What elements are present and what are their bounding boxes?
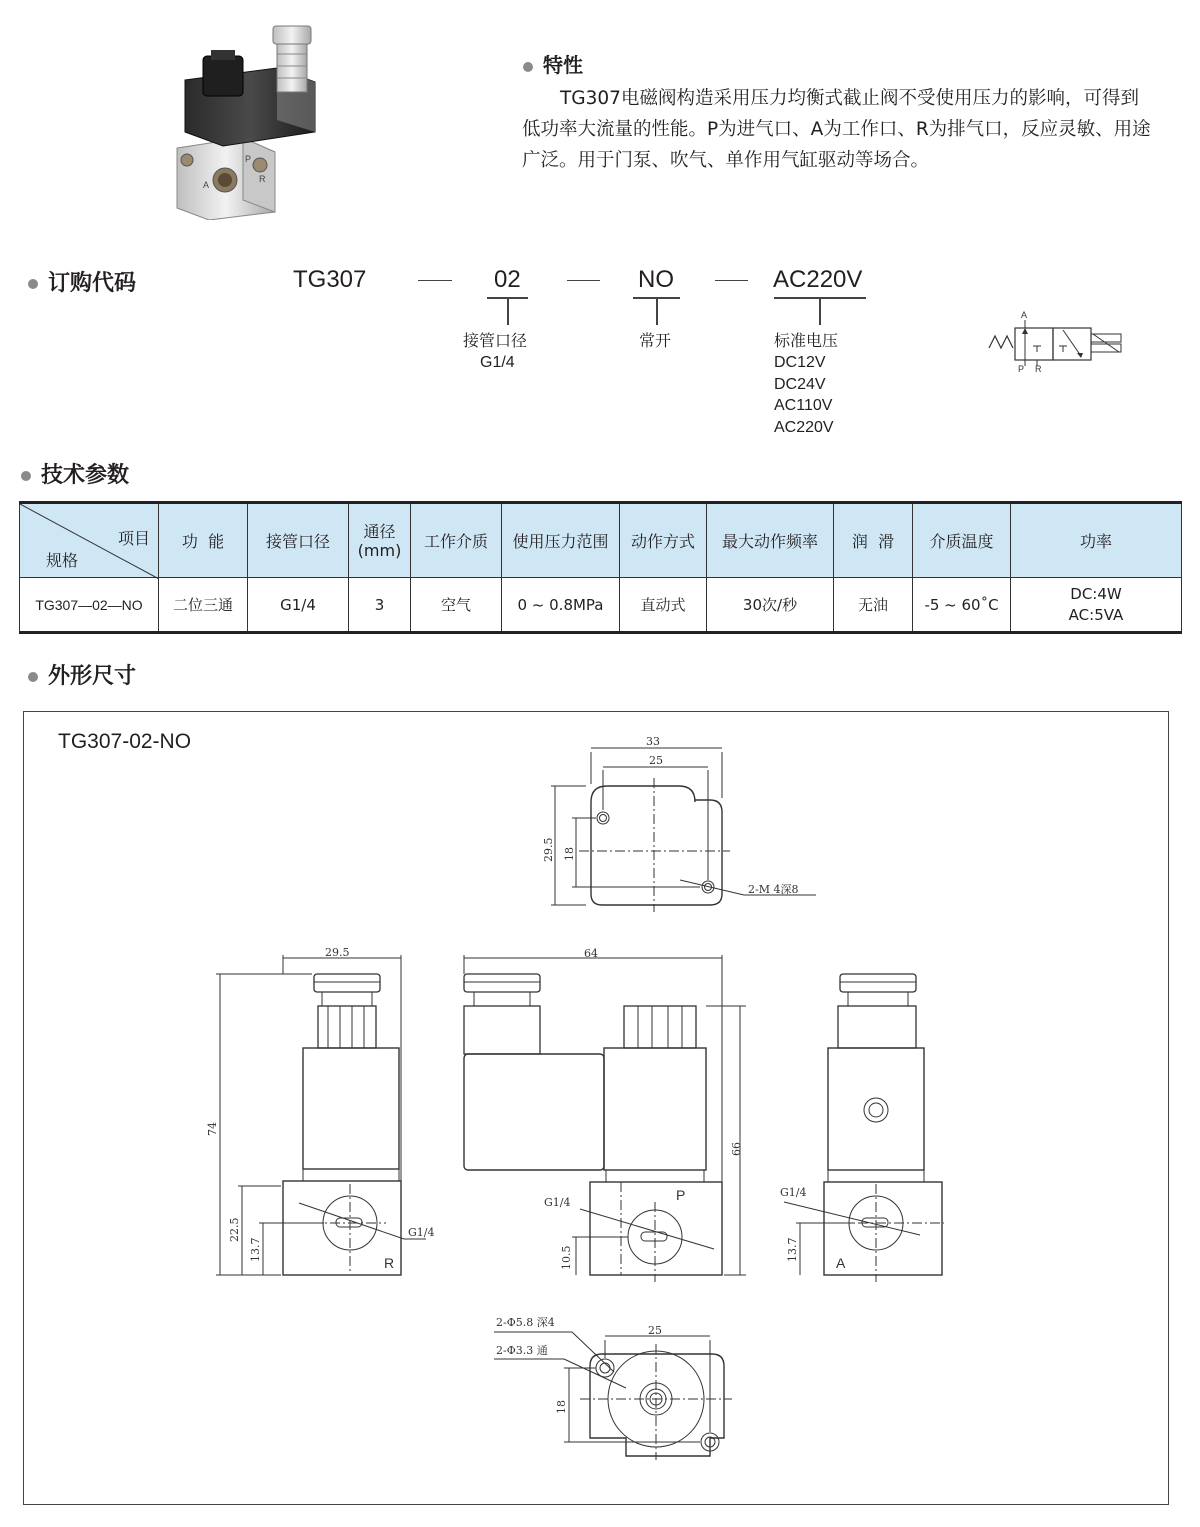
bullet-icon [523,62,533,72]
table-row [20,578,1182,633]
table-cell: 空气 [411,578,502,633]
dim-hole-5-8: 2-Φ5.8 深4 [496,1316,555,1329]
table-corner-cell [20,503,159,578]
order-port-note-label: 接管口径 [463,331,528,350]
dim-g14-front: G1/4 [544,1196,571,1209]
dim-18-top: 18 [563,847,576,861]
table-header: 接管口径 [248,503,349,578]
specs-title: 技术参数 [41,463,130,488]
table-header: 使用压力范围 [502,503,620,578]
port-label-p: P [676,1187,686,1203]
valve-symbol [985,306,1130,376]
photo-port-a: A [203,180,210,190]
dimensions-title: 外形尺寸 [48,664,137,689]
ordering-heading [28,266,136,297]
table-header: 功率 [1011,503,1182,578]
order-separator [715,280,748,281]
ordering-title: 订购代码 [48,271,137,296]
symbol-label-r: R [1035,364,1042,374]
corner-top-label: 项目 [117,529,150,548]
specs-heading [21,458,129,489]
dim-hole-3-3: 2-Φ3.3 通 [496,1344,548,1357]
order-separator [418,280,452,281]
right-side-view [784,974,944,1282]
table-header: 介质温度 [913,503,1011,578]
order-separator [567,280,600,281]
dim-29-5-side: 29.5 [325,946,350,959]
order-model: TG307 [293,266,367,293]
bullet-icon [28,279,38,289]
dim-13-7-left: 13.7 [249,1237,262,1262]
voltage-option: DC12V [774,354,826,371]
features-title: 特性 [543,53,583,77]
features-heading [523,49,583,78]
dim-74: 74 [206,1122,219,1136]
order-voltage-code: AC220V [773,266,863,293]
bullet-icon [21,471,31,481]
features-text: TG307电磁阀构造采用压力均衡式截止阀不受使用压力的影响，可得到低功率大流量的性能。P为进气口、A为工作口、R为排气口，反应灵敏、用途广泛。用于门泵、吹气、单作用气缸驱动等场合。 [522,88,1151,171]
order-voltage-options [774,352,834,438]
table-cell: 30次/秒 [707,578,834,633]
dimension-model-label: TG307-02-NO [58,730,192,753]
specs-table [19,501,1182,634]
table-cell: 0 ~ 0.8MPa [502,578,620,633]
dim-25-bottom: 25 [648,1324,662,1337]
table-cell: G1/4 [248,578,349,633]
dim-18-bottom: 18 [555,1400,568,1414]
symbol-label-a: A [1021,310,1028,320]
port-label-r: R [384,1255,395,1271]
dimensions-heading [28,659,136,690]
photo-port-p: P [245,154,252,164]
dim-hole-top: 2-M 4深8 [748,883,799,896]
voltage-option: AC220V [774,418,834,436]
table-header: 动作方式 [620,503,707,578]
front-view [464,955,746,1282]
dim-10-5: 10.5 [560,1245,573,1270]
order-voltage-note-label: 标准电压 [774,331,839,350]
order-state-leader [656,297,658,325]
dim-33: 33 [646,735,660,748]
table-cell: TG307—02—NO [20,578,159,633]
port-label-a: A [836,1255,846,1271]
table-cell: -5 ~ 60˚C [913,578,1011,633]
table-cell: 二位三通 [159,578,248,633]
symbol-label-p: P [1018,364,1025,374]
dim-25-top: 25 [649,754,663,767]
dim-22-5: 22.5 [228,1217,241,1242]
dim-13-7-right: 13.7 [786,1237,799,1262]
table-header: 工作介质 [411,503,502,578]
dim-66: 66 [730,1142,743,1156]
table-header: 功 能 [159,503,248,578]
order-port-code: 02 [494,266,521,293]
order-state-code: NO [638,266,674,293]
table-cell: 无油 [834,578,913,633]
voltage-option: DC24V [774,375,826,393]
table-cell: DC:4W AC:5VA [1011,578,1182,633]
table-header: 润 滑 [834,503,913,578]
product-photo [165,20,335,220]
table-header: 最大动作频率 [707,503,834,578]
dim-64: 64 [584,947,598,960]
table-cell: 直动式 [620,578,707,633]
dim-29-5-top: 29.5 [542,837,555,862]
voltage-option: AC110V [774,397,833,414]
dim-g14-right: G1/4 [780,1186,807,1199]
dim-g14-left: G1/4 [408,1226,435,1239]
order-port-leader [507,297,509,325]
table-header-row [20,503,1182,578]
order-port-note-value: G1/4 [480,354,515,371]
bullet-icon [28,672,38,682]
table-header: 通径 (mm) [349,503,411,578]
order-voltage-leader [819,297,821,325]
corner-bottom-label: 规格 [46,551,79,570]
order-state-note: 常开 [639,331,672,350]
photo-port-r: R [259,174,266,184]
left-side-view [216,955,426,1275]
table-cell: 3 [349,578,411,633]
dimension-drawing [24,712,1168,1504]
